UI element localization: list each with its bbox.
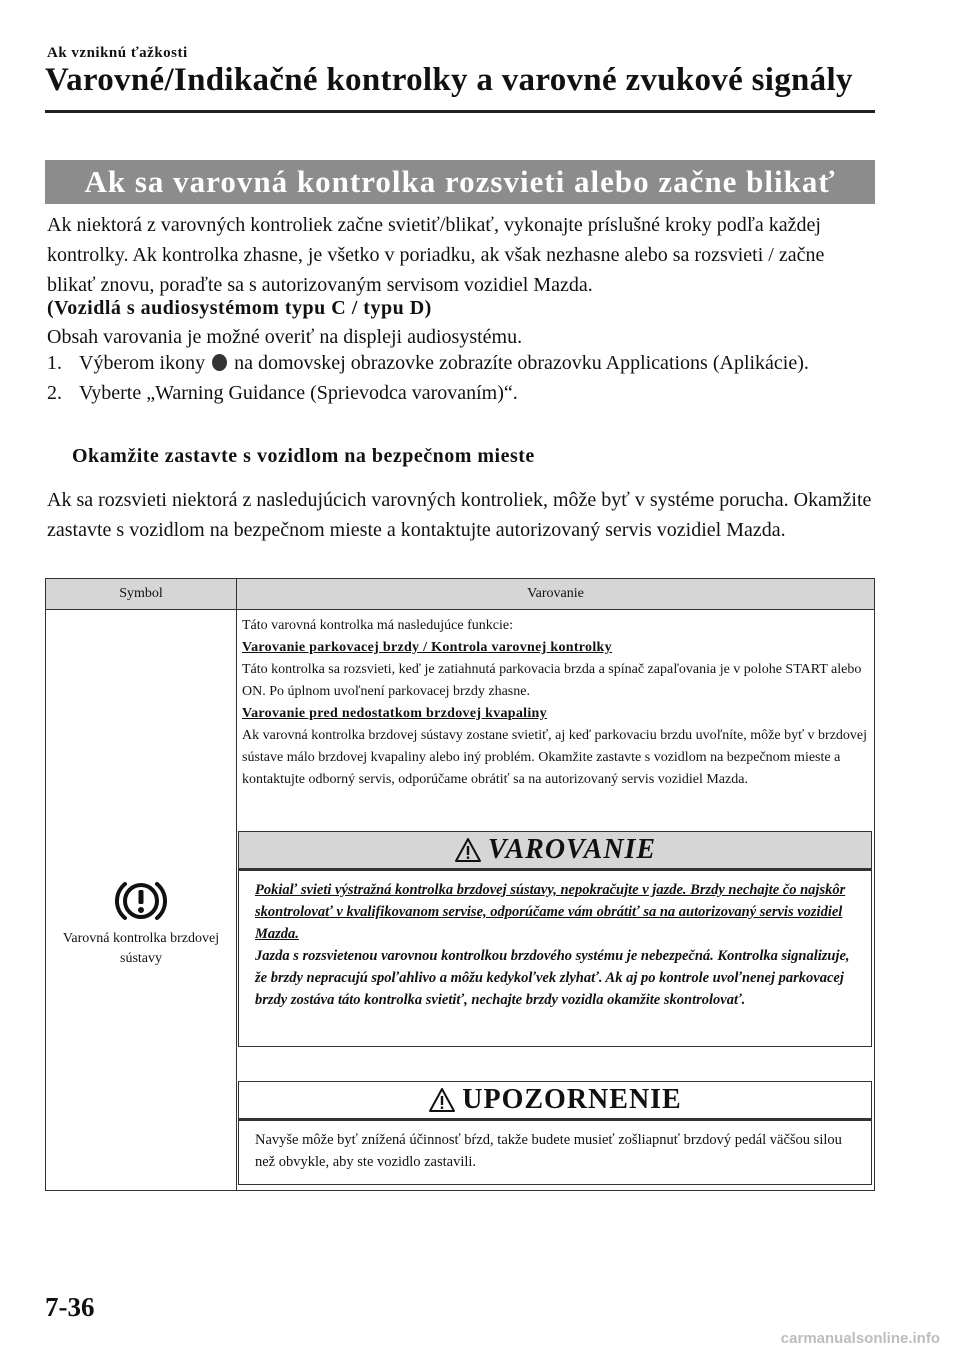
step-text: Výberom ikony <box>79 352 206 374</box>
stop-heading: Okamžite zastavte s vozidlom na bezpečnom mieste <box>72 445 535 467</box>
symbol-cell <box>46 609 236 1190</box>
functions-text: Táto varovná kontrolka má nasledujúce funkcie: <box>242 618 513 633</box>
brake-fluid-text: Ak varovná kontrolka brzdovej sústavy zostane svietiť, aj keď parkovaciu brzdu uvoľníte, môže byť v brzdovej sústave málo brzdovej kvapaliny alebo iný problém. Okamžite zastavte s vozidlom na bezpečnom mieste a kontaktujte odborný servis, odporúčame obrátiť sa na autorizovaný servis vozidiel Mazda. <box>242 728 868 787</box>
symbol-caption: Varovná kontrolka brzdovej sústavy <box>62 931 220 966</box>
warning-cell <box>242 615 870 791</box>
warning-box-header <box>239 832 871 871</box>
applications-icon <box>212 354 227 371</box>
warning-box <box>238 831 872 1047</box>
title-divider <box>45 110 875 113</box>
breadcrumb: Ak vzniknú ťažkosti <box>47 45 188 61</box>
step-number: 2. <box>47 382 62 404</box>
warning-box-body <box>239 871 871 1011</box>
step-1 <box>47 348 877 378</box>
page-title: Varovné/Indikačné kontrolky a varovné zvukové signály <box>45 62 853 98</box>
warning-table <box>45 578 875 1191</box>
steps-list <box>47 348 877 408</box>
step-2 <box>47 378 877 408</box>
step-text: Vyberte „Warning Guidance (Sprievodca varovaním)“. <box>79 382 518 404</box>
audio-system-subheading: (Vozidlá s audiosystémom typu C / typu D) <box>47 297 432 319</box>
table-header <box>46 579 874 610</box>
column-divider <box>236 609 237 1190</box>
page-number: 7-36 <box>45 1292 95 1322</box>
intro-paragraph: Ak niektorá z varovných kontroliek začne svietiť/blikať, vykonajte príslušné kroky podľa každej kontrolky. Ak kontrolka zhasne, je všetko v poriadku, ak však nezhasne alebo sa rozsvieti / začne blikať znovu, poraďte sa s autorizovaným servisom vozidiel Mazda. <box>47 214 825 296</box>
brake-system-warning-icon <box>114 879 168 923</box>
section-banner: Ak sa varovná kontrolka rozsvieti alebo začne blikať <box>45 160 875 204</box>
step-number: 1. <box>47 352 62 374</box>
caution-box <box>238 1081 872 1185</box>
warning-text: Jazda s rozsvietenou varovnou kontrolkou brzdového systému je nebezpečná. Kontrolka signalizuje, že brzdy nepracujú spoľahlivo a môžu kedykoľvek zlyhať. Ak aj po kontrole uvoľnenej parkovacej brzdy zostáva táto kontrolka svietiť, nechajte brzdy vozidla okamžite skontrolovať. <box>255 948 850 1008</box>
parking-brake-heading: Varovanie parkovacej brzdy / Kontrola varovnej kontrolky <box>242 640 612 655</box>
step-text: na domovskej obrazovke zobrazíte obrazovku Applications (Aplikácie). <box>234 352 809 374</box>
caution-text: Navyše môže byť znížená účinnosť bŕzd, takže budete musieť zošliapnuť brzdový pedál väčšou silou než obvykle, aby ste vozidlo zastavili. <box>255 1132 842 1170</box>
stop-paragraph: Ak sa rozsvieti niektorá z nasledujúcich varovných kontroliek, môže byť v systéme porucha. Okamžite zastavte s vozidlom na bezpečnom mieste a kontaktujte autorizovaný servis vozidiel Mazda. <box>47 489 872 541</box>
brake-fluid-heading: Varovanie pred nedostatkom brzdovej kvapaliny <box>242 706 547 721</box>
header-warning: Varovanie <box>527 586 584 601</box>
header-symbol: Symbol <box>46 579 237 609</box>
warning-triangle-icon <box>428 1087 456 1113</box>
caution-box-title: UPOZORNENIE <box>462 1084 682 1115</box>
warning-triangle-icon <box>454 837 482 863</box>
warning-box-title: VAROVANIE <box>487 834 657 865</box>
audio-description: Obsah varovania je možné overiť na displeji audiosystému. <box>47 326 523 348</box>
warning-underlined-text: Pokiaľ svieti výstražná kontrolka brzdovej sústavy, nepokračujte v jazde. Brzdy nechajte čo najskôr skontrolovať v kvalifikovanom servise, odporúčame vám obrátiť sa na autorizovaný servis vozidiel Mazda. <box>255 882 846 942</box>
caution-box-header <box>239 1082 871 1121</box>
parking-brake-text: Táto kontrolka sa rozsvieti, keď je zatiahnutá parkovacia brzda a spínač zapaľovania je v polohe START alebo ON. Po úplnom uvoľnení parkovacej brzdy zhasne. <box>242 662 862 699</box>
watermark: carmanualsonline.info <box>780 1330 940 1347</box>
